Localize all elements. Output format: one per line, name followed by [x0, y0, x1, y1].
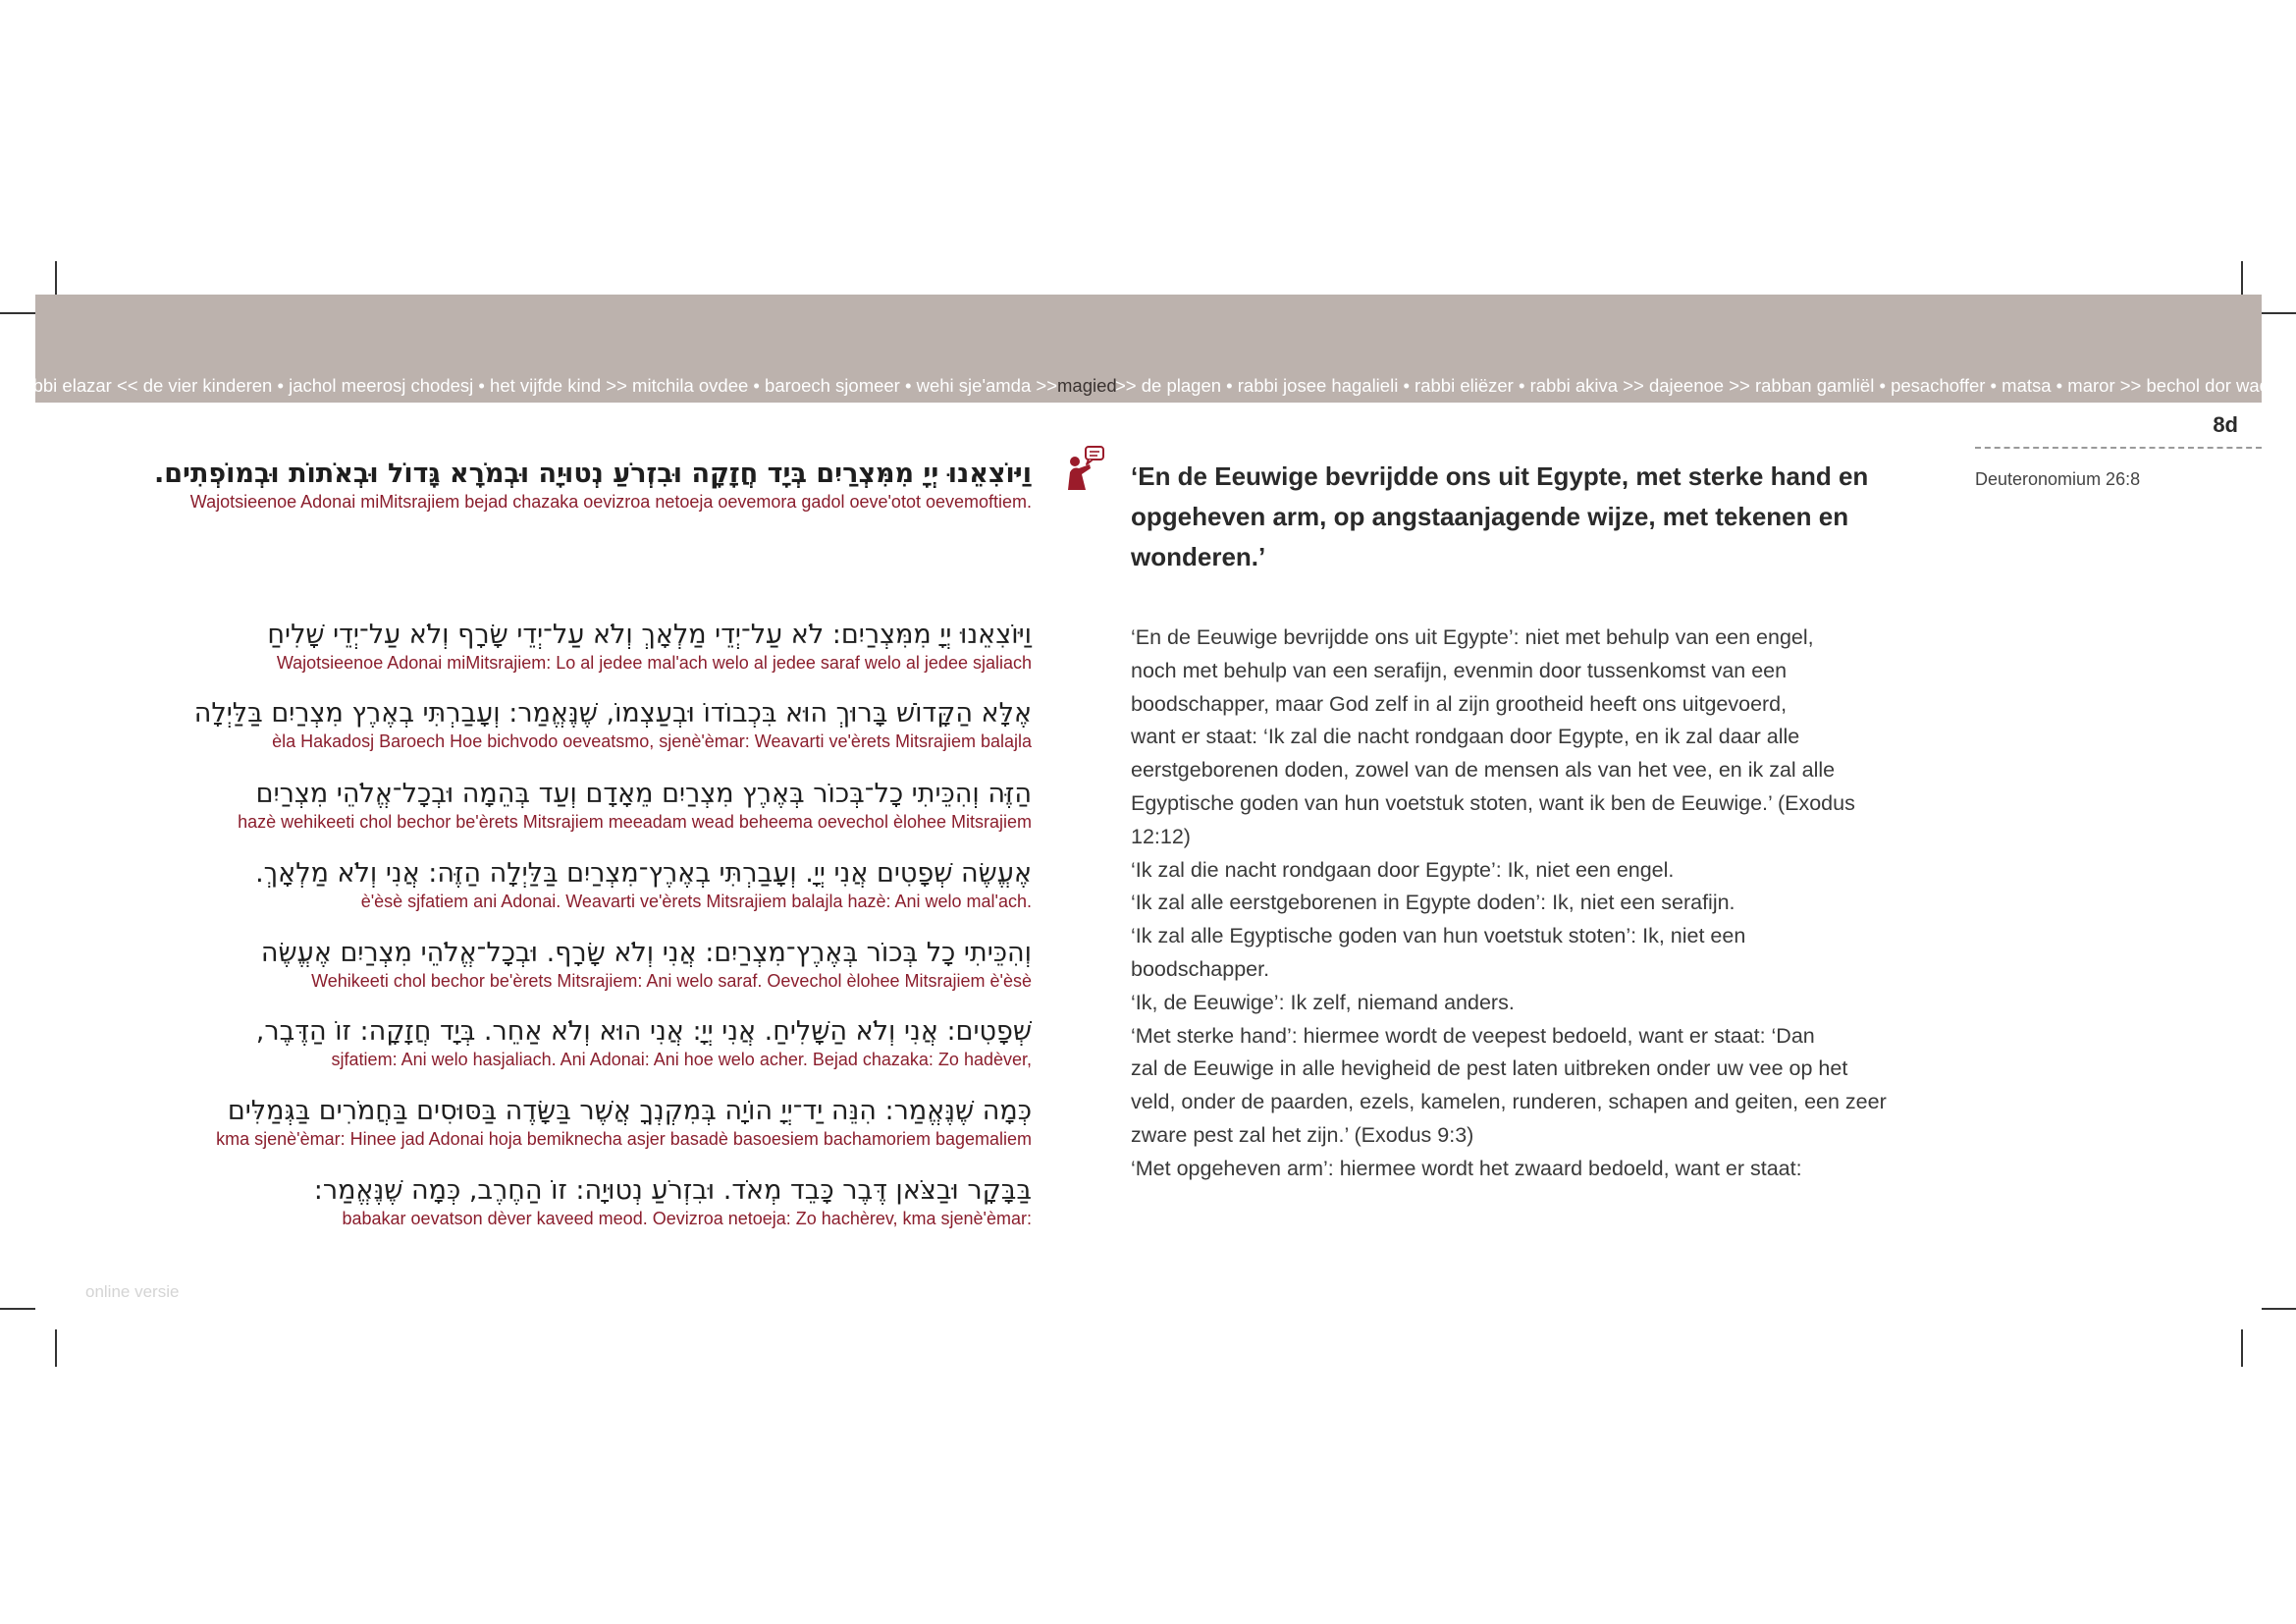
body-line: want er staat: ‘Ik zal die nacht rondgaan door Egypte, en ik zal daar alle: [1131, 725, 1800, 749]
main-verse-transliteration: Wajotsieenoe Adonai miMitsrajiem bejad chazaka oevizroa netoeja oevemora gadol oeve'otot oevemoftiem.: [189, 492, 1032, 512]
crop-mark: [55, 261, 57, 298]
verse-transliteration: babakar oevatson dèver kaveed meod. Oevizroa netoeja: Zo hachèrev, kma sjenè'èmar:: [342, 1209, 1032, 1228]
verse-line: [255, 857, 1032, 912]
body-line: veld, onder de paarden, ezels, kamelen, runderen, schapen and geiten, een zeer: [1131, 1090, 1887, 1114]
crop-mark: [0, 1308, 35, 1310]
verse-line: [267, 619, 1032, 674]
commentary-body: [1131, 622, 1936, 1186]
commentary-heading: [1131, 457, 1936, 577]
body-line: boodschapper.: [1131, 956, 1270, 981]
scripture-reference: Deuteronomium 26:8: [1975, 469, 2141, 489]
body-line: ‘Ik zal alle eerstgeborenen in Egypte doden’: Ik, niet een serafijn.: [1131, 891, 1735, 915]
verse-hebrew: כְּמָה שֶׁנֶּאֱמַר: הִנֵּה יַד־יְיָ הוֹיָה בְּמִקְנְךָ אֲשֶׁר בַּשָּׂדֶה בַּסּוּסִים בַּחֲמֹרִים בַּגְּמַלִּים: [227, 1096, 1032, 1126]
page-number: 8d: [2213, 412, 2238, 437]
online-version-label: online versie: [85, 1282, 180, 1301]
heading-line: ‘En de Eeuwige bevrijdde ons uit Egypte, met sterke hand en: [1131, 461, 1869, 491]
breadcrumb: [0, 373, 2296, 399]
verse-transliteration: sjfatiem: Ani welo hasjaliach. Ani Adonai: Ani hoe welo acher. Bejad chazaka: Zo hadèver,: [331, 1050, 1032, 1069]
body-line: ‘Ik zal die nacht rondgaan door Egypte’: Ik, niet een engel.: [1131, 857, 1675, 882]
verse-transliteration: èla Hakadosj Baroech Hoe bichvodo oeveatsmo, sjenè'èmar: Weavarti ve'èrets Mitsrajiem balajla: [272, 731, 1032, 751]
verse-line: [194, 697, 1032, 752]
crop-mark: [2262, 1308, 2296, 1310]
body-line: ‘Met sterke hand’: hiermee wordt de veepest bedoeld, want er staat: ‘Dan: [1131, 1023, 1815, 1048]
crop-mark: [55, 1329, 57, 1367]
verse-transliteration: hazè wehikeeti chol bechor be'èrets Mitsrajiem meeadam wead beheema oevechol èlohee Mitsrajiem: [238, 812, 1032, 832]
verse-hebrew: וְהִכֵּיתִי כָל בְּכוֹר בְּאֶרֶץ־מִצְרַיִם: אֲנִי וְלֹא שָׂרָף. וּבְכָל־אֱלֹהֵי מִצְרַיִם אֶעֱשֶׂה: [260, 938, 1032, 968]
verse-line: [256, 1015, 1032, 1070]
verse-line: [238, 778, 1032, 833]
breadcrumb-after: >> de plagen • rabbi josee hagalieli • rabbi eliëzer • rabbi akiva >> dajeenoe >> rabban gamliël • pesachoffer • matsa • maror >> bechol dor wador: [1115, 375, 2286, 396]
body-line: 12:12): [1131, 824, 1191, 848]
verse-hebrew: וַיּוֹצִאֵנוּ יְיָ מִמִּצְרַיִם: לֹא עַל־יְדֵי מַלְאָךְ וְלֹא עַל־יְדֵי שָׂרָף וְלֹא עַל־יְדֵי שָׁלִיחַ: [267, 620, 1032, 650]
crop-mark: [2241, 1329, 2243, 1367]
body-line: ‘En de Eeuwige bevrijdde ons uit Egypte’: niet met behulp van een engel,: [1131, 625, 1814, 649]
body-line: boodschapper, maar God zelf in al zijn grootheid heeft ons uitgevoerd,: [1131, 691, 1788, 716]
verse-transliteration: è'èsè sjfatiem ani Adonai. Weavarti ve'èrets Mitsrajiem balajla hazè: Ani welo mal'ach.: [360, 892, 1032, 911]
verse-transliteration: Wajotsieenoe Adonai miMitsrajiem: Lo al jedee mal'ach welo al jedee saraf welo al jedee sjaliach: [276, 653, 1032, 673]
breadcrumb-before: rabbi elazar << de vier kinderen • jachol meerosj chodesj • het vijfde kind >> mitchila ovdee • baroech sjomeer • wehi sje'amda >>: [17, 375, 1057, 396]
body-line: Egyptische goden van hun voetstuk stoten, want ik ben de Eeuwige.’ (Exodus: [1131, 790, 1855, 815]
body-line: ‘Ik zal alle Egyptische goden van hun voetstuk stoten’: Ik, niet een: [1131, 924, 1746, 948]
heading-line: opgeheven arm, op angstaanjagende wijze, met tekenen en: [1131, 502, 1849, 531]
verse-transliteration: kma sjenè'èmar: Hinee jad Adonai hoja bemiknecha asjer basadè basoesiem bachamoriem bagemaliem: [216, 1129, 1032, 1149]
verse-line: [261, 937, 1032, 992]
verse-transliteration: Wehikeeti chol bechor be'èrets Mitsrajiem: Ani welo saraf. Oevechol èlohee Mitsrajiem è'èsè: [311, 971, 1032, 991]
crop-mark: [0, 312, 35, 314]
verse-line: [314, 1174, 1032, 1229]
main-verse-hebrew: וַיּוֹצִאֵנוּ יְיָ מִמִּצְרַיִם בְּיָד חֲזָקָה וּבִזְרֹעַ נְטוּיָה וּבְמֹרָא גָּדוֹל וּבְאֹתוֹת וּבְמוֹפְתִים.: [153, 459, 1032, 489]
crop-mark: [2241, 261, 2243, 298]
verse-hebrew: שְׁפָטִים: אֲנִי וְלֹא הַשָּׁלִיחַ. אֲנִי יְיָ: אֲנִי הוּא וְלֹא אַחֵר. בְּיָד חֲזָקָה: זוֹ הַדֶּבֶר,: [255, 1016, 1032, 1047]
verse-hebrew: הַזֶּה וְהִכֵּיתִי כָל־בְּכוֹר בְּאֶרֶץ מִצְרַיִם מֵאָדָם וְעַד בְּהֵמָה וּבְכָל־אֱלֹהֵי מִצְרַיִם: [255, 779, 1032, 809]
main-verse: [154, 458, 1032, 513]
body-line: ‘Ik, de Eeuwige’: Ik zelf, niemand anders.: [1131, 990, 1515, 1014]
crop-mark: [2262, 312, 2296, 314]
body-line: noch met behulp van een serafijn, evenmin door tussenkomst van een: [1131, 658, 1788, 682]
body-line: ‘Met opgeheven arm’: hiermee wordt het zwaard bedoeld, want er staat:: [1131, 1156, 1802, 1180]
verse-hebrew: אֶעֱשֶׂה שְׁפָטִים אֲנִי יְיָ. וְעָבַרְתִּי בְאֶרֶץ־מִצְרַיִם בַּלַּיְלָה הַזֶּה: אֲנִי וְלֹא מַלְאָךְ.: [255, 858, 1032, 889]
breadcrumb-current: magied: [1057, 375, 1117, 396]
body-line: zal de Eeuwige in alle hevigheid de pest laten uitbreken onder uw vee op het: [1131, 1056, 1848, 1081]
body-line: eerstgeborenen doden, zowel van de mensen als van het vee, en ik zal alle: [1131, 758, 1836, 783]
reference-divider: [1975, 447, 2262, 449]
heading-line: wonderen.’: [1131, 542, 1266, 571]
storyteller-speech-icon: [1060, 445, 1105, 492]
verse-hebrew: אֶלָּא הַקָּדוֹשׁ בָּרוּךְ הוּא בִּכְבוֹדוֹ וּבְעַצְמוֹ, שֶׁנֶּאֱמַר: וְעָבַרְתִּי בְאֶרֶץ מִצְרַיִם בַּלַּיְלָה: [193, 698, 1032, 729]
verse-line: [216, 1095, 1032, 1150]
verse-hebrew: בַּבָּקָר וּבַצֹּאן דֶּבֶר כָּבֵד מְאֹד. וּבִזְרֹעַ נְטוּיָה: זוֹ הַחֶרֶב, כְּמָה שֶׁנֶּאֱמַר:: [313, 1175, 1032, 1206]
body-line: zware pest zal het zijn.’ (Exodus 9:3): [1131, 1122, 1474, 1147]
